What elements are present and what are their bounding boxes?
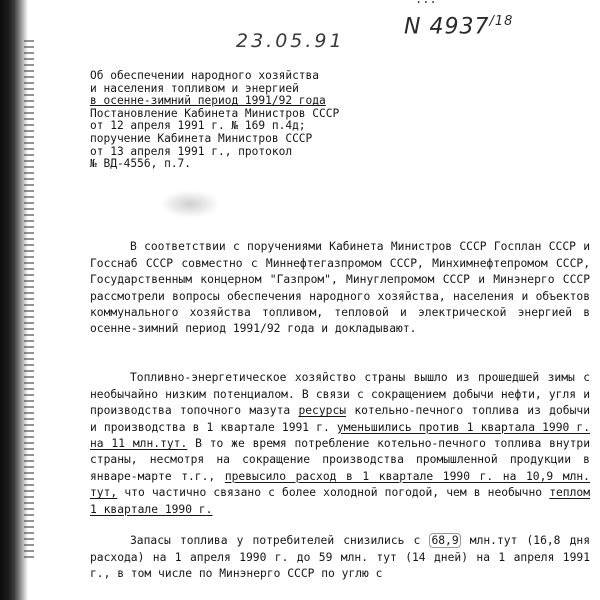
p2-text-a: Топливно-энергетическое хозяйство страны вышло из прошедшей зимы с необычайно низким потенциалом. В связи с сокращением добычи нефти, угля и производства топочного мазута	[90, 371, 590, 418]
p2-underline-exceeded: превысило расход в 1 квартале 1990 г. на 10,9 млн. тут,	[90, 469, 590, 500]
top-stub-text	[415, 0, 437, 6]
heading-line-4: Постановление Кабинета Министров СССР	[90, 106, 340, 120]
p2-text-c: котельно-печного топлива из добычи и производства в 1 квартале 1991 г.	[90, 404, 590, 434]
heading-line-6: поручение Кабинета Министров СССР	[90, 131, 313, 145]
p2-underline-resources: ресурсы	[298, 404, 347, 418]
ink-smudge	[160, 190, 220, 218]
handwritten-date: 23.05.91	[236, 30, 345, 52]
heading-line-2: и населения топливом и энергией	[90, 81, 299, 95]
p2-text-g: что частично связано с более холодной погодой, чем в необычно	[117, 486, 550, 500]
p3-circled-value: 68,9	[431, 534, 459, 548]
heading-line-3: в осенне-зимний период 1991/92 года	[90, 94, 326, 108]
handwritten-number	[404, 14, 513, 39]
heading-line-5: от 12 апреля 1991 г. № 169 п.4д;	[90, 119, 306, 133]
p2-text-e: В то же время потребление котельно-печного топлива внутри страны, несмотря на сокращение производства промышленной продукции в январе-марте т.г.,	[90, 436, 590, 483]
p2-underline-decrease: уменьшились против 1 квартала 1990 г. на 11 млн.тут.	[90, 420, 590, 450]
scan-edge-texture	[24, 40, 34, 560]
paragraph-2	[90, 370, 590, 518]
handwritten-number-sup: /18	[489, 14, 514, 29]
heading-line-7: от 13 апреля 1991 г., протокол	[90, 144, 293, 158]
handwritten-number-main: N 4937	[404, 14, 490, 40]
heading-line-8: № ВД-4556, п.7.	[90, 157, 192, 171]
document-heading	[90, 70, 339, 171]
p3-text-c: млн.тут (16,8 дня расхода) на 1 апреля 1990 г. до 59 млн. тут (14 дней) на 1 апреля 1991 г., в том числе по Минэнерго СССР по углю с	[90, 534, 590, 581]
p2-underline-warm-quarter: теплом 1 квартале 1990 г.	[90, 486, 590, 516]
paragraph-1: В соответствии с поручениями Кабинета Министров СССР Госплан СССР и Госснаб СССР совместно с Миннефтегазпромом СССР, Минхимнефтепромом СССР, Государственным концерном "Газпром", Минуглепромом СССР и Минэнерго СССР рассмотрели вопросы обеспечения народного хозяйства, населения и объектов коммунального хозяйства топливом, тепловой и электрической энергией в осенне-зимний период 1991/92 года и докладывают.	[90, 240, 590, 336]
p3-text-a: Запасы топлива у потребителей снизились с	[130, 534, 430, 548]
paragraph-3	[90, 533, 590, 582]
heading-line-1: Об обеспечении народного хозяйства	[90, 69, 320, 82]
